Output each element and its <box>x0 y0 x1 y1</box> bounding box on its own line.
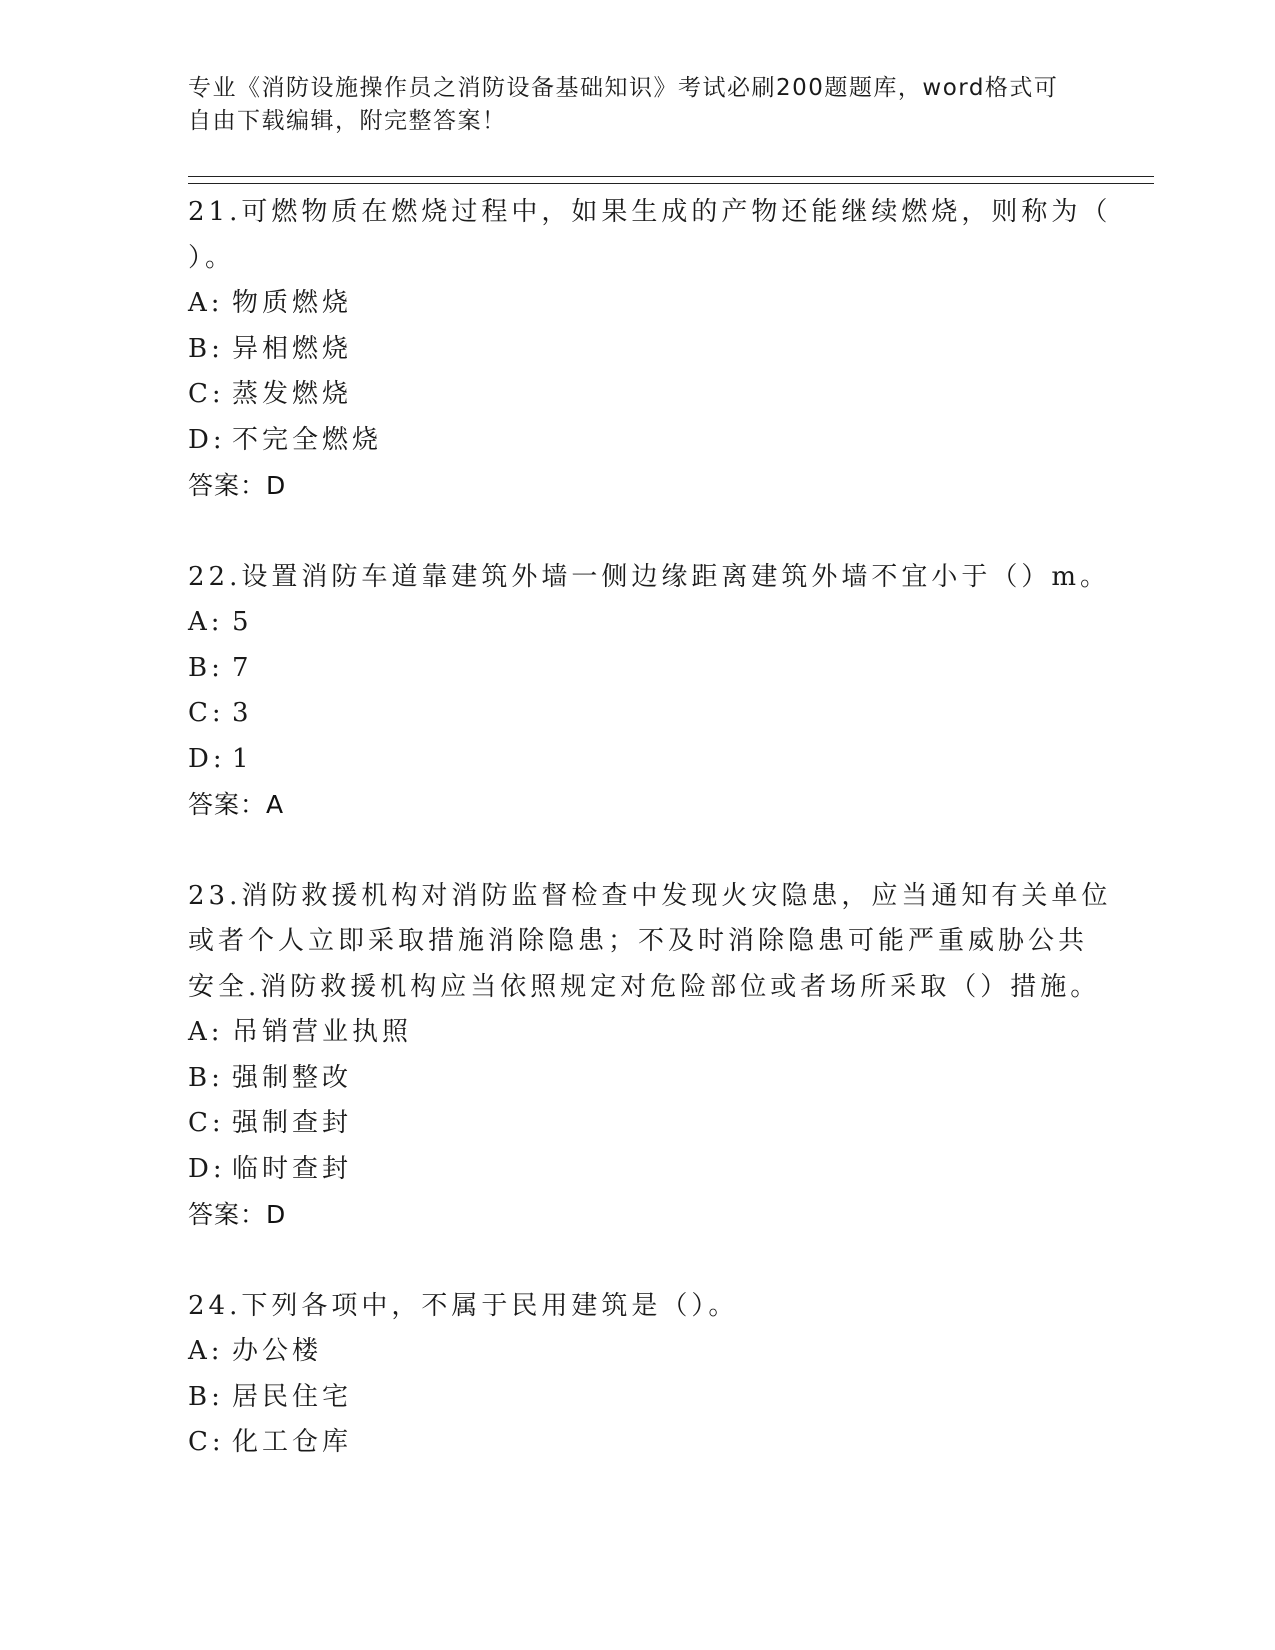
header-rule-top <box>188 176 1154 177</box>
option-a <box>188 1329 1118 1375</box>
header-rule-bottom <box>188 183 1154 184</box>
option-text: 蒸发燃烧 <box>232 379 353 409</box>
option-key: C: <box>188 379 225 409</box>
option-key: A: <box>188 1017 224 1047</box>
option-text: 物质燃烧 <box>232 288 353 318</box>
option-d <box>188 418 1118 464</box>
document-header <box>188 72 1088 138</box>
option-key: D: <box>188 424 226 455</box>
option-text: 不完全燃烧 <box>232 424 383 455</box>
question-list <box>188 190 1118 1512</box>
option-text: 7 <box>232 652 253 683</box>
option-c <box>188 691 1118 737</box>
option-text: 强制查封 <box>232 1108 353 1138</box>
option-text: 异相燃烧 <box>232 333 353 364</box>
option-key: A: <box>188 1336 224 1366</box>
option-key: C: <box>188 1427 225 1457</box>
question-stem-line: ）。 <box>188 242 236 273</box>
option-key: A: <box>188 288 224 318</box>
question-item <box>188 555 1118 828</box>
option-text: 5 <box>232 607 253 637</box>
answer-line: 答案：D <box>188 471 287 500</box>
header-line-2: 自由下载编辑，附完整答案！ <box>188 108 507 134</box>
question-item <box>188 1284 1118 1466</box>
question-stem-line: 或者个人立即采取措施消除隐患；不及时消除隐患可能严重威胁公共 <box>188 926 1089 956</box>
option-b <box>188 327 1118 373</box>
option-key: B: <box>188 1381 224 1412</box>
option-text: 强制整改 <box>232 1062 353 1093</box>
question-stem-line: 21.可燃物质在燃烧过程中，如果生成的产物还能继续燃烧，则称为（ <box>188 197 1112 227</box>
option-a <box>188 600 1118 646</box>
option-key: A: <box>188 607 224 637</box>
option-text: 1 <box>232 743 253 774</box>
question-stem-line: 安全.消防救援机构应当依照规定对危险部位或者场所采取（）措施。 <box>188 971 1101 1002</box>
answer-line: 答案：D <box>188 1200 287 1229</box>
option-key: B: <box>188 1062 224 1093</box>
option-key: B: <box>188 333 224 364</box>
option-key: D: <box>188 1153 226 1184</box>
question-item <box>188 874 1118 1238</box>
option-text: 办公楼 <box>232 1336 323 1366</box>
option-key: B: <box>188 652 224 683</box>
option-key: C: <box>188 698 225 728</box>
option-text: 3 <box>232 698 253 728</box>
header-line-1: 专业《消防设施操作员之消防设备基础知识》考试必刷200题题库，word格式可 <box>188 75 1059 101</box>
option-d <box>188 1147 1118 1193</box>
question-stem-line: 22.设置消防车道靠建筑外墙一侧边缘距离建筑外墙不宜小于（）m。 <box>188 561 1111 592</box>
option-text: 化工仓库 <box>232 1427 353 1457</box>
option-c <box>188 1420 1118 1466</box>
option-key: D: <box>188 743 226 774</box>
option-c <box>188 1101 1118 1147</box>
answer-line: 答案：A <box>188 790 285 819</box>
option-d <box>188 737 1118 783</box>
option-c <box>188 372 1118 418</box>
option-b <box>188 1375 1118 1421</box>
option-key: C: <box>188 1108 225 1138</box>
option-text: 居民住宅 <box>232 1381 353 1412</box>
question-stem-line: 23.消防救援机构对消防监督检查中发现火灾隐患，应当通知有关单位 <box>188 880 1112 911</box>
question-stem-line: 24.下列各项中，不属于民用建筑是（）。 <box>188 1290 739 1321</box>
option-text: 临时查封 <box>232 1153 353 1184</box>
option-b <box>188 646 1118 692</box>
option-a <box>188 281 1118 327</box>
option-a <box>188 1010 1118 1056</box>
question-item <box>188 190 1118 509</box>
option-b <box>188 1056 1118 1102</box>
option-text: 吊销营业执照 <box>232 1017 413 1047</box>
